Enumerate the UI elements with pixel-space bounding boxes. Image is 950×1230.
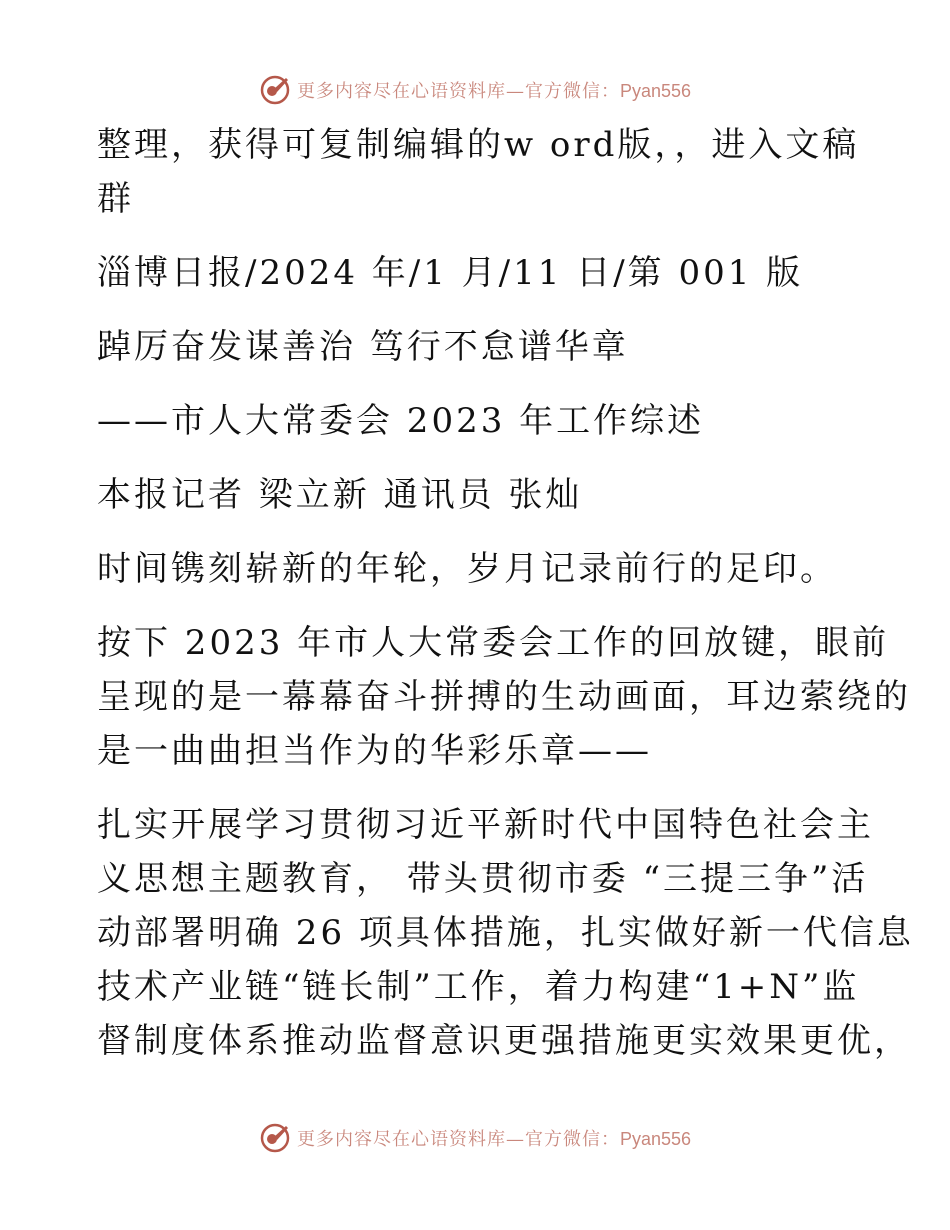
logo-icon — [259, 74, 291, 106]
text-line: 群 — [97, 179, 134, 219]
text-line: 督制度体系推动监督意识更强措施更实效果更优， — [97, 1021, 911, 1061]
text-line: 淄博日报/2024 年/1 月/11 日/第 001 版 — [97, 253, 804, 293]
text-line: 扎实开展学习贯彻习近平新时代中国特色社会主 — [97, 805, 874, 845]
text-line: 时间镌刻崭新的年轮，岁月记录前行的足印。 — [97, 549, 837, 589]
paragraph — [97, 246, 857, 300]
footer-watermark — [0, 1118, 950, 1158]
header-watermark — [0, 70, 950, 110]
text-line: 义思想主题教育， 带头贯彻市委 “三提三争”活 — [97, 859, 869, 899]
text-line: 整理，获得可复制编辑的w ord版，，进入文稿 — [97, 125, 860, 165]
paragraph — [97, 798, 914, 1068]
paragraph — [97, 394, 857, 448]
text-line: 呈现的是一幕幕奋斗拼搏的生动画面，耳边萦绕的 — [97, 677, 911, 717]
text-line: 按下 2023 年市人大常委会工作的回放键，眼前 — [97, 623, 890, 663]
watermark-text: 更多内容尽在心语资料库—官方微信：Pyan556 — [296, 1129, 692, 1150]
text-line: ——市人大常委会 2023 年工作综述 — [97, 401, 705, 441]
paragraph — [97, 118, 860, 226]
text-line: 技术产业链“链长制”工作，着力构建“1+N”监 — [97, 967, 860, 1007]
text-line: 动部署明确 26 项具体措施，扎实做好新一代信息 — [97, 913, 914, 953]
paragraph — [97, 320, 857, 374]
paragraph — [97, 468, 857, 522]
article-body — [97, 118, 914, 1088]
paragraph — [97, 542, 857, 596]
text-line: 本报记者 梁立新 通讯员 张灿 — [97, 475, 583, 515]
logo-icon — [259, 1122, 291, 1154]
text-line: 是一曲曲担当作为的华彩乐章—— — [97, 731, 652, 771]
paragraph — [97, 616, 911, 778]
watermark-text: 更多内容尽在心语资料库—官方微信：Pyan556 — [296, 81, 692, 102]
text-line: 踔厉奋发谋善治 笃行不怠谱华章 — [97, 327, 629, 367]
